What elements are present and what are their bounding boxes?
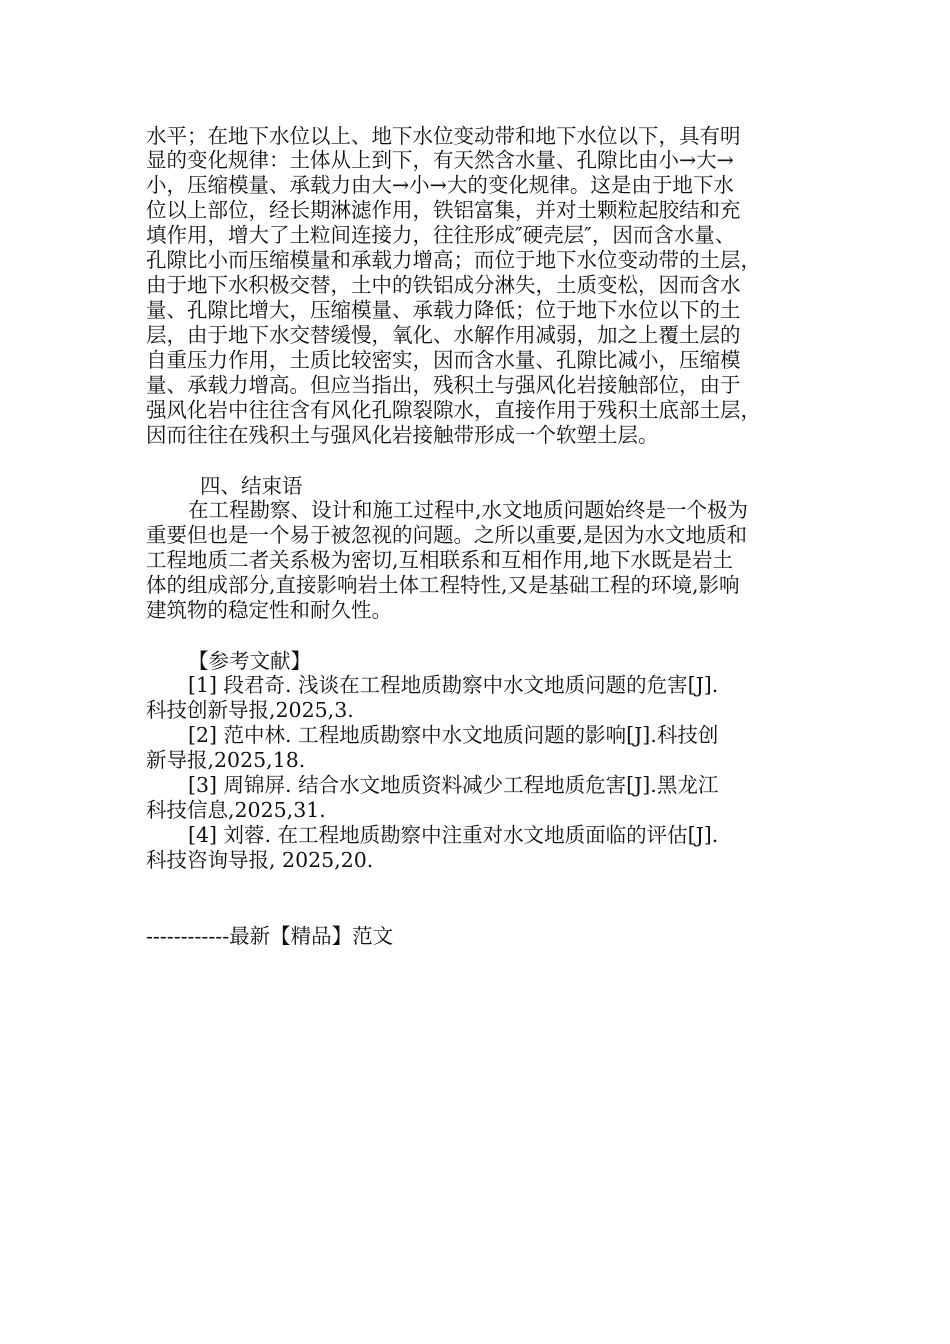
body-line: 量、承载力增高。但应当指出，残积土与强风化岩接触部位，由于 bbox=[146, 373, 741, 397]
conclusion-line: 工程地质二者关系极为密切,互相联系和互相作用,地下水既是岩土 bbox=[146, 548, 734, 572]
body-line: 小，压缩模量、承载力由大→小→大的变化规律。这是由于地下水 bbox=[146, 173, 734, 197]
reference-item-line: 科技信息,2025,31. bbox=[146, 798, 326, 822]
conclusion-line: 在工程勘察、设计和施工过程中,水文地质问题始终是一个极为 bbox=[188, 498, 749, 522]
references-heading: 【参考文献】 bbox=[188, 649, 311, 673]
reference-item-line: 科技创新导报,2025,3. bbox=[146, 698, 354, 722]
reference-item-line: [3] 周锦屏. 结合水文地质资料减少工程地质危害[J].黑龙江 bbox=[188, 773, 719, 797]
conclusion-line: 建筑物的稳定性和耐久性。 bbox=[146, 598, 392, 622]
section-heading: 四、结束语 bbox=[200, 474, 303, 498]
body-line: 水平；在地下水位以上、地下水位变动带和地下水位以下，具有明 bbox=[146, 124, 741, 148]
footer-text: ------------最新【精品】范文 bbox=[146, 924, 394, 948]
body-line: 强风化岩中往往含有风化孔隙裂隙水，直接作用于残积土底部土层， bbox=[146, 398, 761, 422]
body-line: 层，由于地下水交替缓慢，氧化、水解作用减弱，加之上覆土层的 bbox=[146, 323, 741, 347]
reference-item-line: [1] 段君奇. 浅谈在工程地质勘察中水文地质问题的危害[J]. bbox=[188, 673, 719, 697]
body-line: 量、孔隙比增大，压缩模量、承载力降低；位于地下水位以下的土 bbox=[146, 298, 741, 322]
conclusion-line: 重要但也是一个易于被忽视的问题。之所以重要,是因为水文地质和 bbox=[146, 523, 748, 547]
body-line: 填作用，增大了土粒间连接力，往往形成″硬壳层″，因而含水量、 bbox=[146, 223, 736, 247]
body-line: 因而往往在残积土与强风化岩接触带形成一个软塑土层。 bbox=[146, 423, 659, 447]
body-line: 显的变化规律：土体从上到下，有天然含水量、孔隙比由小→大→ bbox=[146, 148, 734, 172]
reference-item-line: 新导报,2025,18. bbox=[146, 748, 306, 772]
body-line: 孔隙比小而压缩模量和承载力增高；而位于地下水位变动带的土层， bbox=[146, 248, 761, 272]
body-line: 由于地下水积极交替，土中的铁铝成分淋失，土质变松，因而含水 bbox=[146, 273, 741, 297]
conclusion-line: 体的组成部分,直接影响岩土体工程特性,又是基础工程的环境,影响 bbox=[146, 573, 740, 597]
reference-item-line: 科技咨询导报, 2025,20. bbox=[146, 848, 374, 872]
body-line: 自重压力作用，土质比较密实，因而含水量、孔隙比减小，压缩模 bbox=[146, 348, 741, 372]
reference-item-line: [2] 范中林. 工程地质勘察中水文地质问题的影响[J].科技创 bbox=[188, 723, 719, 747]
body-line: 位以上部位，经长期淋滤作用，铁铝富集，并对土颗粒起胶结和充 bbox=[146, 198, 741, 222]
reference-item-line: [4] 刘蓉. 在工程地质勘察中注重对水文地质面临的评估[J]. bbox=[188, 823, 719, 847]
